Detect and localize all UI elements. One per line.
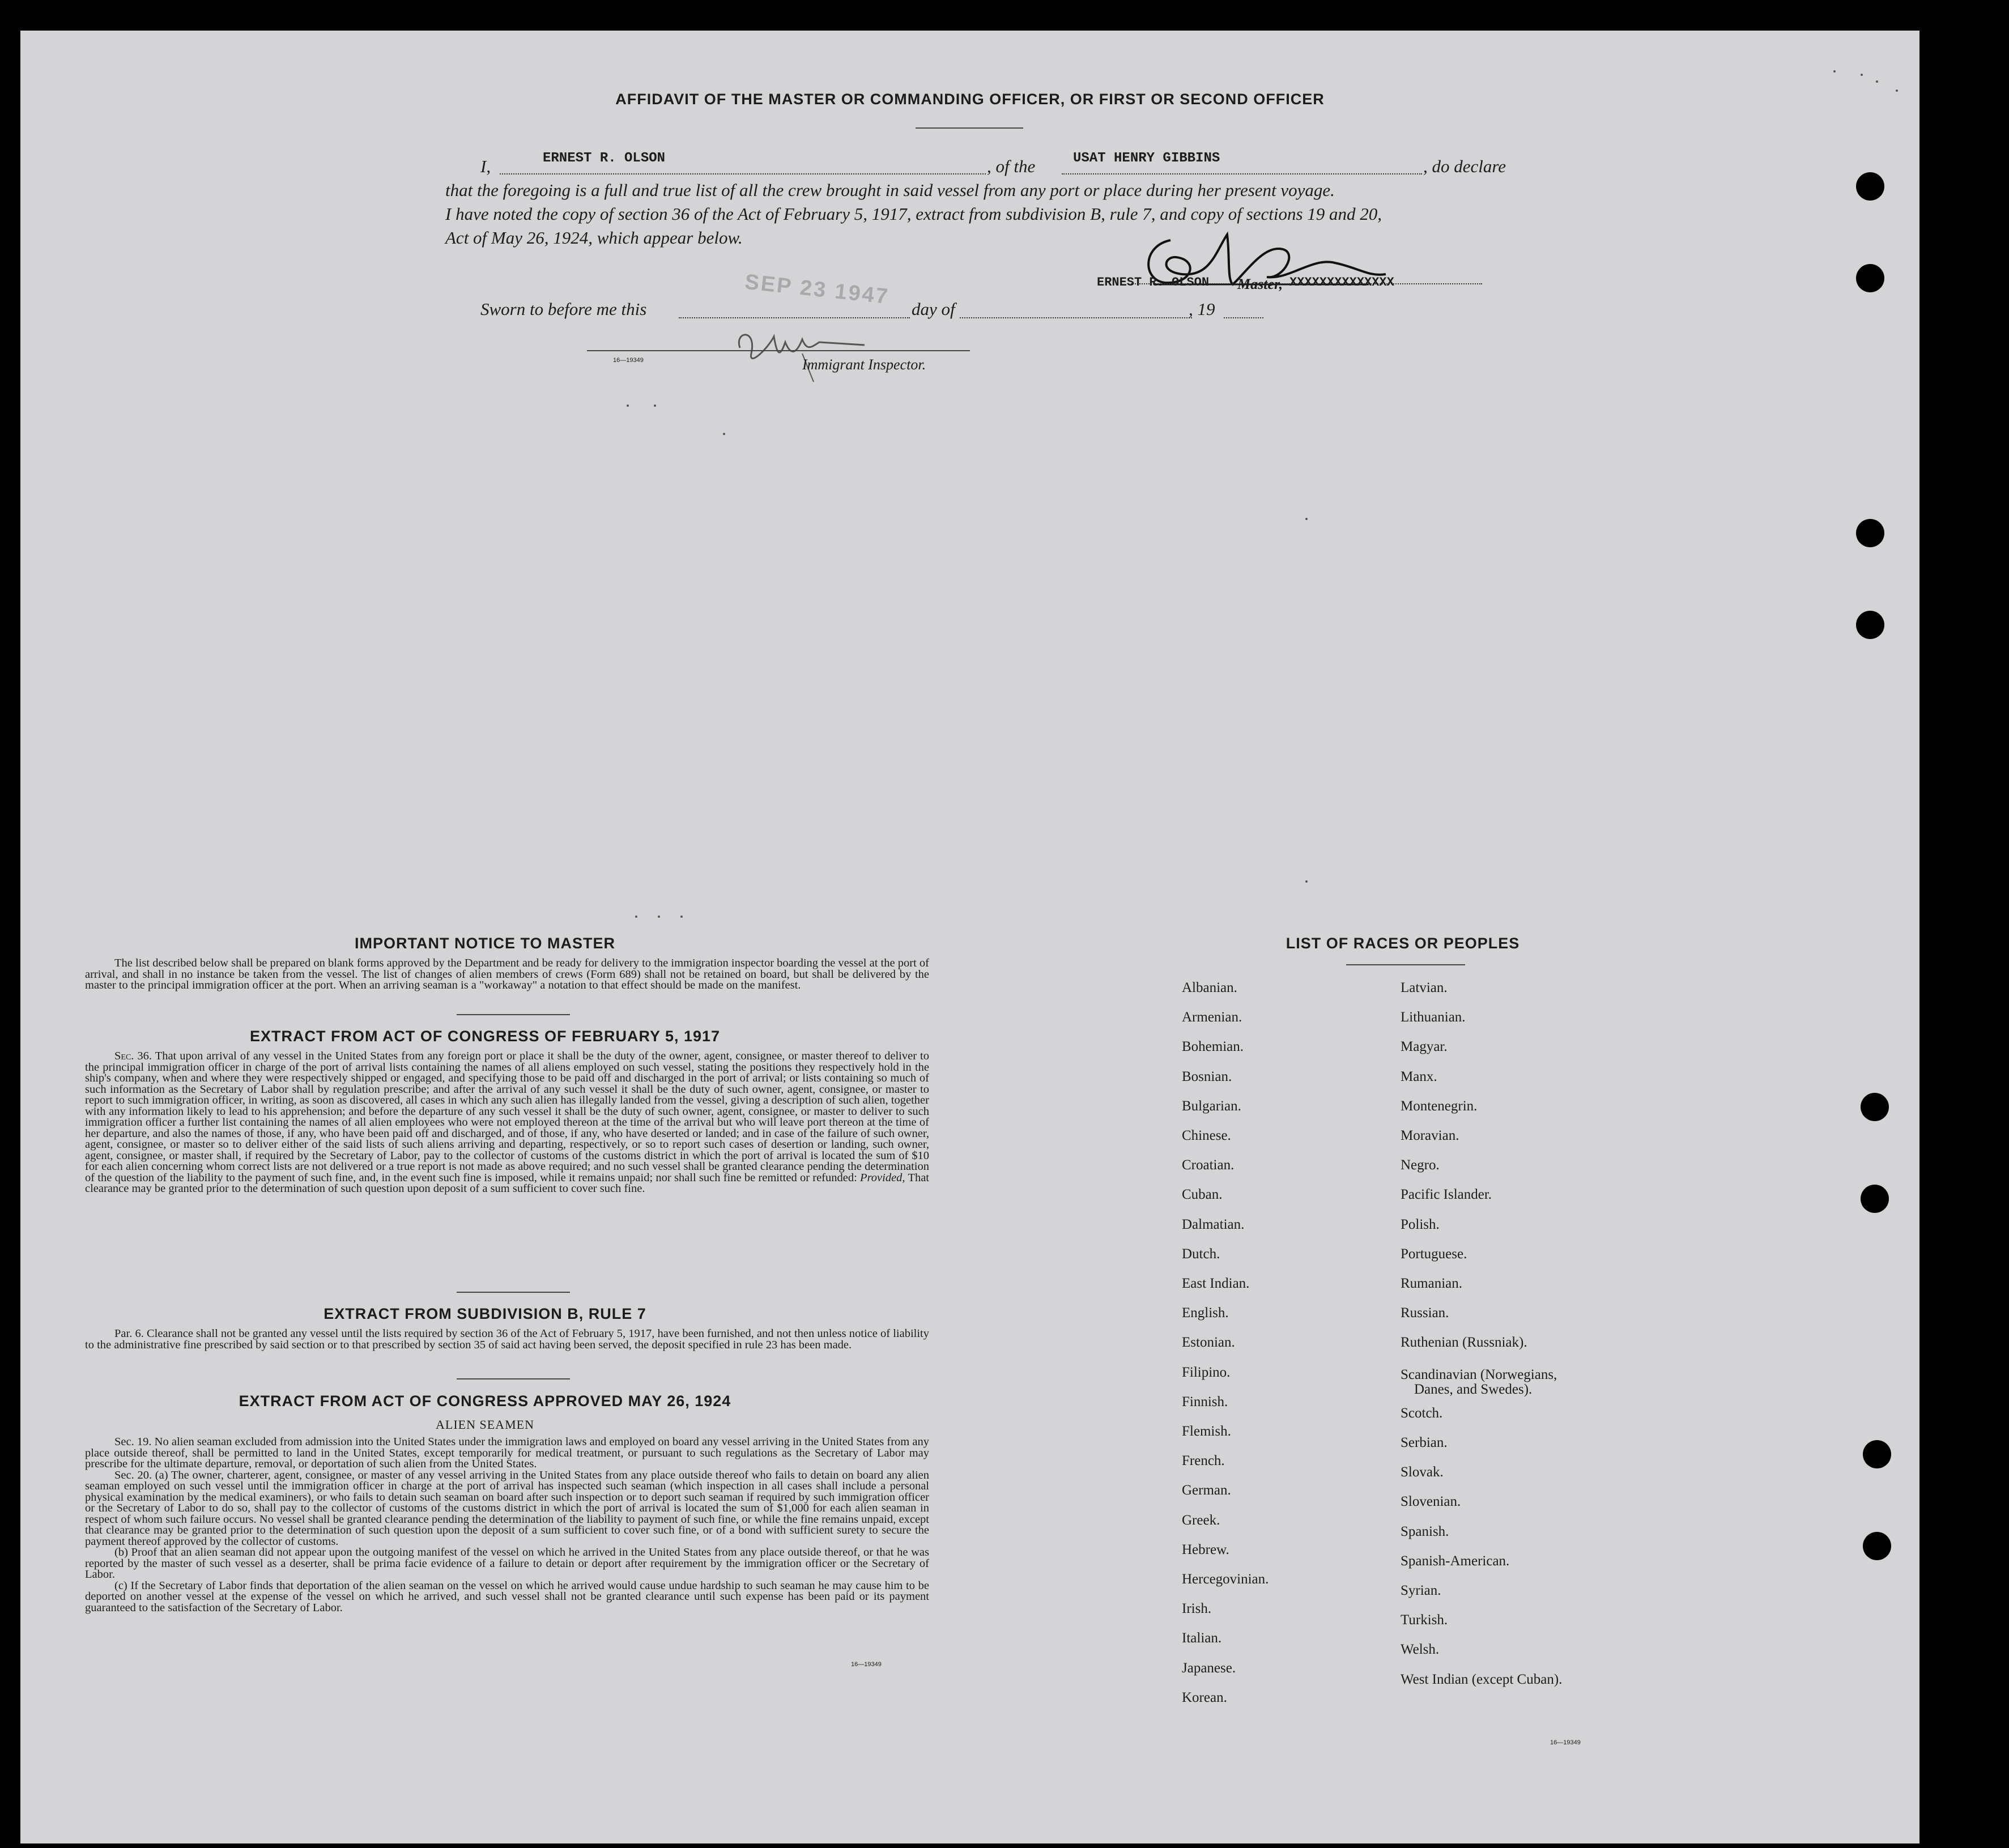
sworn-label: Sworn to before me this: [480, 299, 647, 319]
signer-struck-title: XXXXXXXXXXXXXX: [1289, 275, 1394, 289]
race-item: Turkish.: [1401, 1612, 1448, 1628]
i-prefix: I,: [480, 156, 491, 176]
race-item: Moravian.: [1401, 1128, 1459, 1143]
punch-hole: [1861, 1185, 1889, 1213]
section-rule: [457, 1014, 570, 1015]
rule-7-text: Par. 6. Clearance shall not be granted any vessel until the lists required by section 36 of the Act of February 5, 1917, have been furnished, and not then unless notice of liability to the administrative fine prescribed by said section or to that prescribed by section 35 of said act having been served, the deposit specified in rule 23 has been made.: [85, 1327, 929, 1351]
race-item: Japanese.: [1182, 1660, 1236, 1676]
name-line: [500, 173, 986, 174]
extract-1924-body: [85, 1437, 929, 1613]
speck: [627, 404, 629, 407]
race-item: Magyar.: [1401, 1039, 1448, 1055]
race-item: Albanian.: [1182, 980, 1237, 995]
affidavit-line-2: that the foregoing is a full and true list of all the crew brought in said vessel from any port or place during her present voyage.: [445, 180, 1335, 200]
race-item: Syrian.: [1401, 1583, 1441, 1598]
race-item: Korean.: [1182, 1689, 1227, 1705]
rule-7-title: EXTRACT FROM SUBDIVISION B, RULE 7: [324, 1305, 646, 1322]
notice-title: IMPORTANT NOTICE TO MASTER: [355, 935, 615, 952]
signer-title: Master,: [1237, 276, 1283, 292]
sec-36-tail: That clearance may be granted prior to the determination of such question upon deposit of a sum sufficient to cover such fine.: [85, 1171, 930, 1195]
sec-20a-text: Sec. 20. (a) The owner, charterer, agent, consignee, or master of any vessel arriving in the United States from any place outside thereof who fails to detain on board any alien seaman employed on such vessel until the immigration officer in charge at the port of arrival has inspected such seaman (which inspection in all cases shall include a personal physical examination by the medical examiners), or who fails to detain such seaman on board after such inspection or to deport such seaman if required by such immigration officer or the Secretary of Labor to do so, shall pay to the collector of customs of the customs district in which the port of arrival is located the sum of $1,000 for each alien seaman in respect of whom such failure occurs. No vessel shall be granted clearance pending the determination of the liability to payment of such fine, or while the fine remains unpaid, except that clearance may be granted prior to the determination of such question upon the deposit of a sum sufficient to cover such fine, or of a bond with sufficient surety to secure the payment thereof approved by the collector of customs.: [85, 1468, 929, 1548]
section-rule: [457, 1292, 570, 1293]
race-item: German.: [1182, 1483, 1231, 1498]
punch-hole: [1856, 611, 1884, 639]
race-item: Croatian.: [1182, 1157, 1235, 1173]
do-declare-label: , do declare: [1423, 156, 1506, 176]
punch-hole: [1861, 1093, 1889, 1121]
race-item: English.: [1182, 1305, 1229, 1321]
race-item: Danes, and Swedes).: [1414, 1381, 1533, 1397]
affidavit-line-3: I have noted the copy of section 36 of the Act of February 5, 1917, extract from subdivision B, rule 7, and copy of sections 19 and 20,: [445, 204, 1382, 224]
signer-typed-name: ERNEST R. OLSON: [1097, 275, 1210, 289]
extract-1924-title: EXTRACT FROM ACT OF CONGRESS APPROVED MAY 26, 1924: [239, 1393, 731, 1410]
race-item: Cuban.: [1182, 1187, 1223, 1203]
master-name-field: ERNEST R. OLSON: [543, 151, 666, 166]
vessel-name-field: USAT HENRY GIBBINS: [1073, 151, 1220, 166]
speck: [1861, 74, 1863, 76]
race-item: Bulgarian.: [1182, 1098, 1241, 1114]
extract-1917-title: EXTRACT FROM ACT OF CONGRESS OF FEBRUARY 5, 1917: [249, 1028, 721, 1045]
inspector-label: Immigrant Inspector.: [802, 356, 926, 373]
speck: [654, 404, 656, 407]
affidavit-line-4: Act of May 26, 1924, which appear below.: [445, 228, 743, 248]
race-item: Polish.: [1401, 1216, 1440, 1232]
date-stamp: SEP 23 1947: [743, 270, 891, 309]
notice-body: [85, 958, 929, 991]
race-item: French.: [1182, 1453, 1225, 1469]
race-item: Manx.: [1401, 1068, 1437, 1084]
race-item: Armenian.: [1182, 1010, 1242, 1025]
races-title-rule: [1346, 964, 1465, 965]
punch-hole: [1856, 519, 1884, 547]
race-item: Estonian.: [1182, 1335, 1235, 1351]
race-item: Russian.: [1401, 1305, 1449, 1321]
year-prefix: , 19: [1189, 299, 1215, 319]
race-item: East Indian.: [1182, 1276, 1250, 1291]
race-item: Slovenian.: [1401, 1494, 1461, 1510]
extract-1917-body: [85, 1051, 929, 1195]
affidavit-title: AFFIDAVIT OF THE MASTER OR COMMANDING OFFICER, OR FIRST OR SECOND OFFICER: [615, 91, 1325, 108]
sec-36-label: Sec. 36.: [114, 1050, 152, 1062]
punch-hole: [1856, 172, 1884, 201]
speck: [1305, 518, 1308, 520]
race-item: Spanish-American.: [1401, 1553, 1510, 1569]
race-item: Hebrew.: [1182, 1542, 1229, 1557]
speck: [1833, 70, 1836, 73]
speck: [723, 433, 725, 435]
races-title: LIST OF RACES OR PEOPLES: [1286, 935, 1520, 952]
punch-hole: [1856, 264, 1884, 292]
document-page: [20, 31, 1919, 1843]
race-item: Italian.: [1182, 1630, 1222, 1646]
race-item: Bosnian.: [1182, 1068, 1232, 1084]
title-rule: [916, 127, 1023, 129]
race-item: Serbian.: [1401, 1435, 1448, 1450]
punch-hole: [1863, 1440, 1891, 1468]
race-item: Greek.: [1182, 1512, 1220, 1528]
race-item: Chinese.: [1182, 1128, 1231, 1143]
race-item: Welsh.: [1401, 1642, 1440, 1658]
sec-20c-text: (c) If the Secretary of Labor finds that deportation of the alien seaman on the vessel on which he arrived would cause undue hardship to such seaman he may cause him to be deported on another vessel at the expense of the vessel on which he arrived, and such vessel shall not be granted clearance until such expense has been paid or its payment guaranteed to the satisfaction of the Secretary of Labor.: [85, 1579, 929, 1614]
race-item: West Indian (except Cuban).: [1401, 1671, 1563, 1687]
race-item: Filipino.: [1182, 1364, 1231, 1380]
race-item: Bohemian.: [1182, 1039, 1244, 1055]
race-item: Rumanian.: [1401, 1276, 1463, 1291]
sec-19-text: Sec. 19. No alien seaman excluded from admission into the United States under the immigration laws and employed on board any vessel arriving in the United States from any place outside thereof, shall be permitted to land in the United States, except temporarily for medical treatment, or pursuant to such regulations as the Secretary of Labor may prescribe for the ultimate departure, removal, or deportation of such alien from the United States.: [85, 1436, 929, 1470]
race-item: Latvian.: [1401, 980, 1448, 995]
race-item: Hercegovinian.: [1182, 1572, 1269, 1587]
speck: [1876, 80, 1878, 83]
race-item: Slovak.: [1401, 1464, 1444, 1480]
race-item: Dalmatian.: [1182, 1216, 1245, 1232]
provided-word: Provided,: [860, 1171, 905, 1184]
month-line: [960, 317, 1192, 318]
race-item: Irish.: [1182, 1601, 1212, 1617]
rule-7-body: [85, 1328, 929, 1351]
race-item: Spanish.: [1401, 1523, 1449, 1539]
race-item: Pacific Islander.: [1401, 1187, 1492, 1203]
notice-text: The list described below shall be prepared on blank forms approved by the Department and be ready for delivery to the immigration inspector boarding the vessel at the port of arrival, and shall in no instance be taken from the vessel. The list of changes of alien members of crews (Form 689) shall not be retained on board, but shall be delivered by the master to the principal immigration officer at the port. When an arriving seaman is a "workaway" a notation to that effect should be made on the manifest.: [85, 957, 929, 991]
alien-seamen-subtitle: ALIEN SEAMEN: [436, 1417, 534, 1432]
race-item: Montenegrin.: [1401, 1098, 1478, 1114]
race-item: Lithuanian.: [1401, 1010, 1466, 1025]
day-of-label: day of: [912, 299, 955, 319]
form-number: 16—19349: [613, 357, 644, 364]
year-line: [1224, 317, 1263, 318]
race-item: Finnish.: [1182, 1394, 1228, 1410]
race-item: Scotch.: [1401, 1405, 1443, 1421]
race-item: Portuguese.: [1401, 1246, 1467, 1262]
section-rule: [457, 1378, 570, 1379]
race-item: Flemish.: [1182, 1424, 1231, 1439]
sec-36-text: That upon arrival of any vessel in the United States from any foreign port or place it shall be the duty of the owner, agent, consignee, or master thereof to deliver to the principal immigration officer in charge of the port of arrival lists containing the names of all aliens employed on such vessel, stating the positions they respectively hold in the ship's company, when and where they were respectively shipped or engaged, and specifying those to be paid off and discharged in the port of arrival; or lists containing so much of such information as the Secretary of Labor shall by regulation prescribe; and after the arrival of any such vessel it shall be the duty of such owner, agent, consignee, or master to report to such immigration officer, in writing, as soon as discovered, all cases in which any such alien has illegally landed from the vessel, giving a description of such alien, together with any information likely to lead to his apprehension; and before the departure of any such vessel it shall be the duty of such owner, agent, consignee, or master to deliver to such immigration officer a further list containing the names of all alien employees who were not employed thereon at the time of the arrival but who will leave port thereon at the time of her departure, and also the names of those, if any, who have been paid off and discharged, and of those, if any, who have deserted or landed; and in case of the failure of such owner, agent, consignee, or master so to deliver either of the said lists of such aliens arriving and departing, respectively, or so to report such cases of desertion or landing, such owner, agent, consignee, or master shall, if required by the Secretary of Labor, pay to the collector of customs of the customs district in which the port of arrival is located the sum of $10 for each alien concerning whom correct lists are not delivered or a true report is not made as above required; and no such vessel shall be granted clearance pending the determination of the question of the liability to the payment of such fine, and, in the event such fine is imposed, while it remains unpaid; nor shall such fine be remitted or refunded:: [85, 1050, 929, 1184]
vessel-line: [1062, 173, 1422, 174]
form-number: 16—19349: [851, 1661, 882, 1668]
race-item: Dutch.: [1182, 1246, 1220, 1262]
of-the-label: , of the: [987, 156, 1036, 176]
race-item: Ruthenian (Russniak).: [1401, 1335, 1527, 1351]
speck: [1305, 880, 1308, 883]
punch-hole: [1863, 1532, 1891, 1560]
form-number: 16—19349: [1550, 1739, 1581, 1746]
sec-20b-text: (b) Proof that an alien seaman did not appear upon the outgoing manifest of the vessel on which he arrived in the United States from any place outside thereof, or that he was reported by the master of such vessel as a deserter, shall be prima facie evidence of a failure to detain or deport after requirement by the immigration officer or the Secretary of Labor.: [85, 1546, 929, 1581]
inspector-line: [587, 350, 970, 351]
race-item: Negro.: [1401, 1157, 1440, 1173]
speck: [635, 916, 637, 918]
speck: [680, 916, 683, 918]
speck: [658, 916, 660, 918]
race-item: Scandinavian (Norwegians,: [1401, 1366, 1557, 1382]
